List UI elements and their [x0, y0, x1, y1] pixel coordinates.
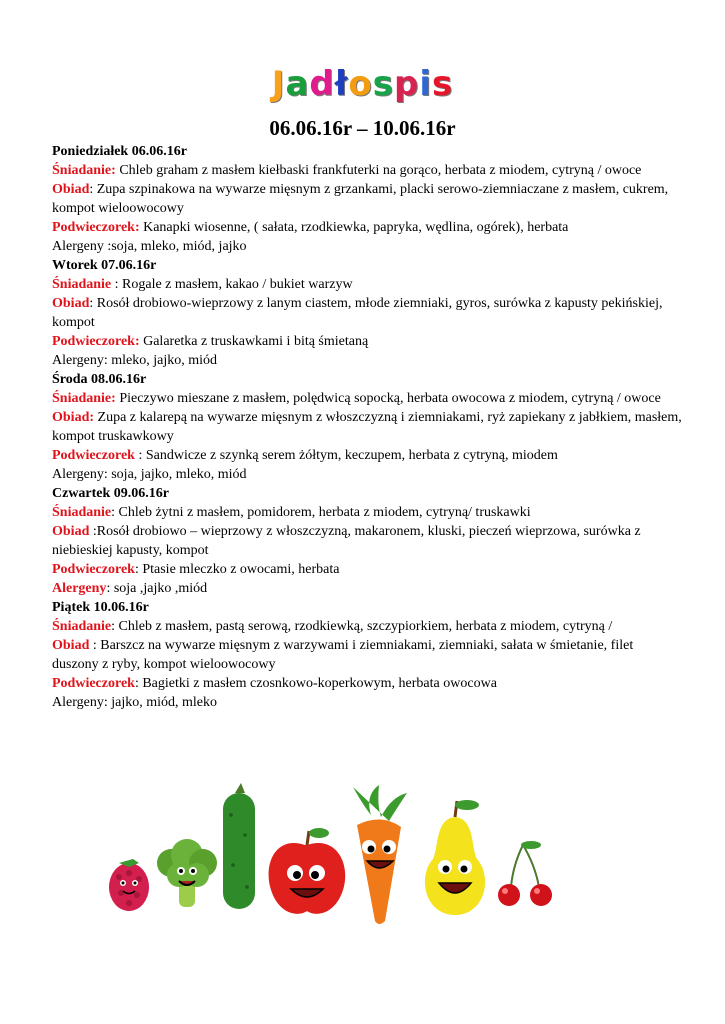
lunch-monday [52, 180, 682, 218]
lunch-friday [52, 636, 682, 674]
meal-text: Pieczywo mieszane z masłem, polędwicą sopocką, herbata owocowa z miodem, cytryną / owoce [115, 391, 661, 406]
day-heading-friday: Piątek 10.06.16r [52, 600, 149, 615]
breakfast-friday [52, 617, 682, 636]
meal-label: Podwieczorek [52, 562, 135, 577]
meal-text: : soja ,jajko ,miód [106, 581, 208, 596]
day-heading-monday: Poniedziałek 06.06.16r [52, 144, 187, 159]
cherries-icon [498, 841, 552, 906]
title-letter: a [285, 64, 310, 104]
day-heading-tuesday: Wtorek 07.06.16r [52, 258, 157, 273]
meal-text: Zupa z kalarepą na wywarze mięsnym z włoszczyzną i ziemniakami, ryż zapiekany z jabłkiem, masłem, kompot truskawkowy [52, 410, 682, 444]
title-letter: o [348, 64, 373, 104]
day-heading-thursday: Czwartek 09.06.16r [52, 486, 170, 501]
date-range: 06.06.16r – 10.06.16r [269, 116, 456, 140]
meal-text: : Chleb żytni z masłem, pomidorem, herbata z miodem, cytryną/ truskawki [111, 505, 531, 520]
allergens-tuesday: Alergeny: mleko, jajko, miód [52, 353, 217, 368]
meal-text: : Barszcz na wywarze mięsnym z warzywami i ziemniakami, ziemniaki, sałata w śmietanie, filet duszony z ryby, kompot wieloowocowy [52, 638, 634, 672]
snack-thursday [52, 560, 682, 579]
lunch-wednesday [52, 408, 682, 446]
title-letter: s [431, 64, 454, 104]
meal-label: Podwieczorek: [52, 334, 140, 349]
lunch-tuesday [52, 294, 682, 332]
meal-text: Kanapki wiosenne, ( sałata, rzodkiewka, papryka, wędlina, ogórek), herbata [139, 220, 569, 235]
breakfast-monday [52, 161, 682, 180]
title-letter: s [372, 64, 394, 104]
broccoli-icon [157, 839, 217, 907]
pear-icon [425, 800, 485, 915]
title-letter: i [419, 64, 432, 104]
apple-icon [269, 828, 346, 914]
meal-text: : Rogale z masłem, kakao / bukiet warzyw [111, 277, 353, 292]
snack-tuesday [52, 332, 682, 351]
meal-label: Śniadanie: [52, 163, 116, 178]
meal-label: Podwieczorek [52, 676, 135, 691]
meal-label: Śniadanie: [52, 391, 116, 406]
meal-label: Śniadanie [52, 277, 112, 292]
menu-title [0, 64, 725, 104]
breakfast-tuesday [52, 275, 682, 294]
meal-label: Alergeny [52, 581, 107, 596]
meal-label: Podwieczorek [52, 448, 135, 463]
breakfast-wednesday [52, 389, 682, 408]
meal-label: Obiad [52, 638, 90, 653]
meal-text: :Rosół drobiowo – wieprzowy z włoszczyzną, makaronem, kluski, pieczeń wieprzowa, surówka z niebieskiej kapusty, kompot [52, 524, 641, 558]
meal-label: Obiad [52, 524, 90, 539]
allergens-thursday [52, 579, 682, 598]
meal-label: Podwieczorek: [52, 220, 140, 235]
title-letter: J [271, 64, 286, 104]
carrot-icon [353, 785, 407, 924]
title-letter: ł [334, 64, 349, 104]
meal-text: : Rosół drobiowo-wieprzowy z lanym ciastem, młode ziemniaki, gyros, surówka z kapusty pekińskiej, kompot [52, 296, 663, 330]
menu-content [52, 142, 682, 712]
meal-label: Śniadanie [52, 505, 112, 520]
meal-label: Obiad [52, 182, 90, 197]
meal-text: : Bagietki z masłem czosnkowo-koperkowym, herbata owocowa [134, 676, 497, 691]
meal-label: Obiad [52, 296, 90, 311]
cucumber-icon [223, 783, 255, 909]
allergens-monday: Alergeny :soja, mleko, miód, jajko [52, 239, 247, 254]
meal-text: : Sandwicze z szynką serem żółtym, keczupem, herbata z cytryną, miodem [134, 448, 558, 463]
meal-text: : Ptasie mleczko z owocami, herbata [134, 562, 340, 577]
title-letter: p [393, 64, 420, 104]
title-letter: d [309, 64, 335, 104]
raspberry-icon [109, 859, 149, 911]
snack-monday [52, 218, 682, 237]
fruit-vegetables-illustration [95, 775, 565, 925]
lunch-thursday [52, 522, 682, 560]
meal-label: Śniadanie [52, 619, 112, 634]
allergens-wednesday: Alergeny: soja, jajko, mleko, miód [52, 467, 247, 482]
snack-friday [52, 674, 682, 693]
breakfast-thursday [52, 503, 682, 522]
meal-text: Galaretka z truskawkami i bitą śmietaną [139, 334, 369, 349]
meal-text: : Chleb z masłem, pastą serową, rzodkiewką, szczypiorkiem, herbata z miodem, cytryną / [111, 619, 613, 634]
meal-label: Obiad: [52, 410, 95, 425]
day-heading-wednesday: Środa 08.06.16r [52, 372, 147, 387]
meal-text: Chleb graham z masłem kiełbaski frankfuterki na gorąco, herbata z miodem, cytryną / owoce [115, 163, 642, 178]
allergens-friday: Alergeny: jajko, miód, mleko [52, 695, 217, 710]
meal-text: : Zupa szpinakowa na wywarze mięsnym z grzankami, placki serowo-ziemniaczane z masłem, cukrem, kompot wieloowocowy [52, 182, 669, 216]
snack-wednesday [52, 446, 682, 465]
